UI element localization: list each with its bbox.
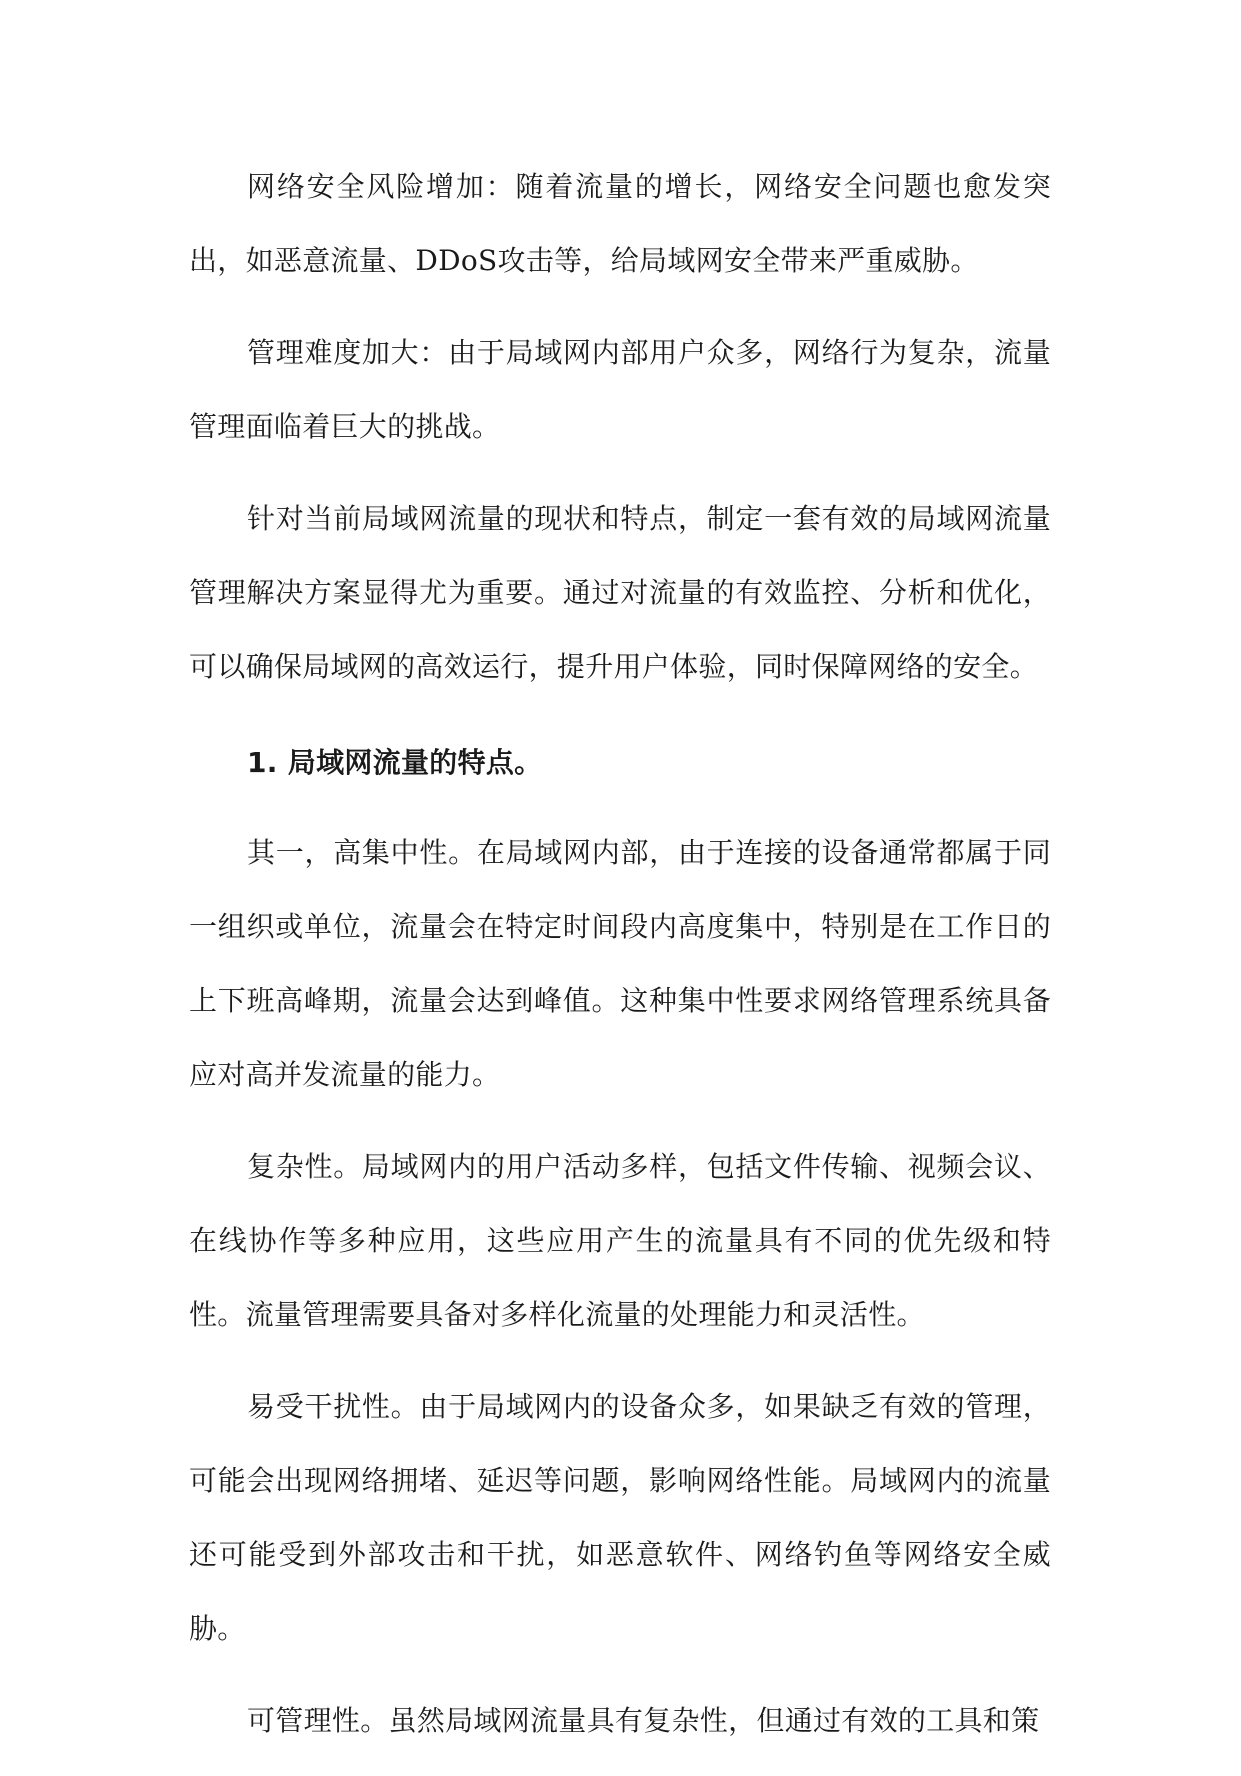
paragraph-management-difficulty: 管理难度加大：由于局域网内部用户众多，网络行为复杂，流量管理面临着巨大的挑战。: [189, 336, 1051, 443]
paragraph-high-concentration: 其一，高集中性。在局域网内部，由于连接的设备通常都属于同一组织或单位，流量会在特定时间段内高度集中，特别是在工作日的上下班高峰期，流量会达到峰值。这种集中性要求网络管理系统具备应对高并发流量的能力。: [189, 836, 1051, 1091]
paragraph-solution-importance: 针对当前局域网流量的现状和特点，制定一套有效的局域网流量管理解决方案显得尤为重要。通过对流量的有效监控、分析和优化，可以确保局域网的高效运行，提升用户体验，同时保障网络的安全。: [189, 502, 1051, 683]
paragraph-complexity: 复杂性。局域网内的用户活动多样，包括文件传输、视频会议、在线协作等多种应用，这些应用产生的流量具有不同的优先级和特性。流量管理需要具备对多样化流量的处理能力和灵活性。: [189, 1150, 1051, 1331]
document-body: [189, 150, 1051, 1776]
paragraph-interference: 易受干扰性。由于局域网内的设备众多，如果缺乏有效的管理，可能会出现网络拥堵、延迟等问题，影响网络性能。局域网内的流量还可能受到外部攻击和干扰，如恶意软件、网络钓鱼等网络安全威胁。: [189, 1390, 1051, 1645]
paragraph-manageability: 可管理性。虽然局域网流量具有复杂性，但通过有效的工具和策: [247, 1704, 1040, 1737]
section-heading: 1. 局域网流量的特点。: [247, 746, 543, 779]
paragraph-security-risk: 网络安全风险增加：随着流量的增长，网络安全问题也愈发突出，如恶意流量、DDoS攻击等，给局域网安全带来严重威胁。: [189, 170, 1051, 277]
